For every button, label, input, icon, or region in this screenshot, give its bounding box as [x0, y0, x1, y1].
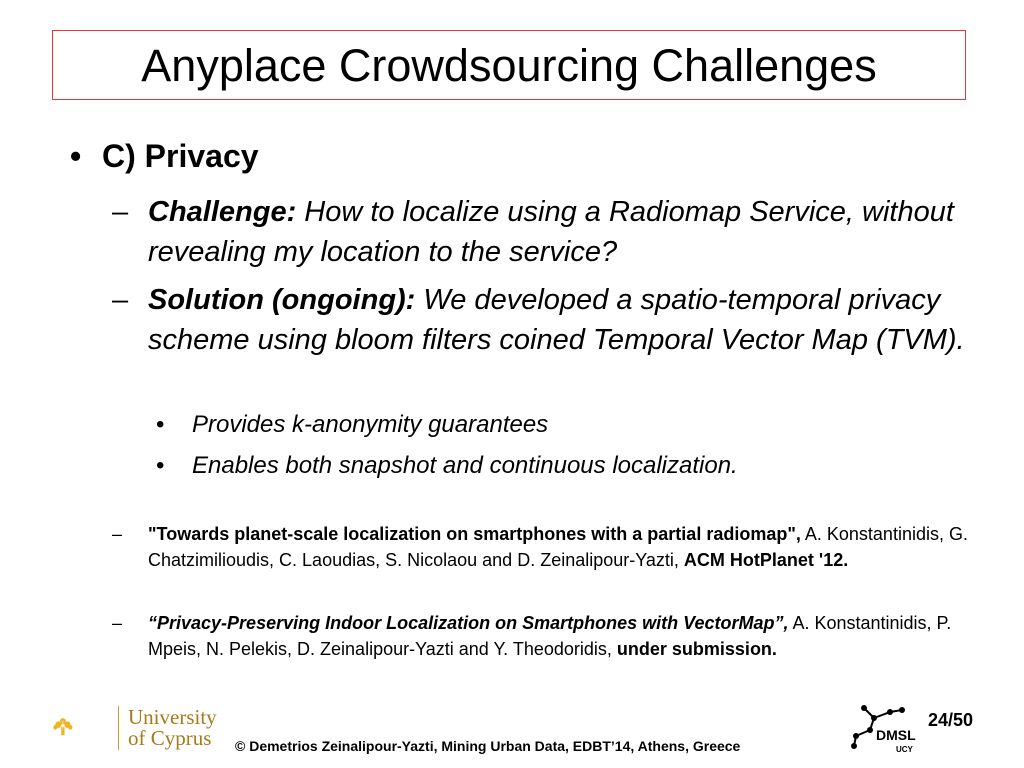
reference-authors: A. Konstantinidis, G. Chatzimilioudis, C. Laoudias, S. Nicolaou and D. Zeinalipour-Yazti, [148, 524, 968, 570]
university-line1: University [128, 705, 217, 729]
bullet: • [156, 452, 165, 479]
reference-item [112, 521, 972, 573]
section-heading-text: C) Privacy [102, 138, 259, 174]
section-heading [70, 136, 259, 176]
dash: – [112, 284, 129, 316]
sub-bullet-text: Enables both snapshot and continuous localization. [192, 452, 738, 479]
slide-title: Anyplace Crowdsourcing Challenges [52, 30, 966, 100]
challenge-item [112, 192, 982, 272]
dash: – [112, 613, 123, 633]
solution-label: Solution (ongoing): [148, 284, 416, 316]
dash: – [112, 196, 129, 228]
challenge-text: How to localize using a Radiomap Service, without revealing my location to the service? [148, 196, 954, 268]
reference-venue: ACM HotPlanet '12. [683, 550, 849, 570]
reference-title: "Towards planet-scale localization on smartphones with a partial radiomap", [148, 524, 801, 544]
dash: – [112, 524, 123, 544]
sub-bullet-item [156, 451, 738, 481]
reference-authors: A. Konstantinidis, P. Mpeis, N. Pelekis, D. Zeinalipour-Yazti and Y. Theodoridis, [148, 613, 952, 659]
challenge-label: Challenge: [148, 196, 297, 228]
university-logo-icon [52, 698, 118, 756]
ucy-label: UCY [896, 745, 913, 754]
bullet: • [156, 411, 165, 438]
bullet: • [70, 138, 82, 174]
dmsl-logo-icon [846, 700, 928, 756]
university-name [128, 707, 217, 749]
logo-separator [118, 706, 119, 750]
solution-text: We developed a spatio-temporal privacy scheme using bloom filters coined Temporal Vector Map (TVM). [148, 284, 965, 356]
sub-bullet-item [156, 410, 548, 440]
reference-title: “Privacy-Preserving Indoor Localization on Smartphones with VectorMap”, [148, 613, 789, 633]
reference-venue: under submission. [616, 639, 777, 659]
sub-bullet-text: Provides k-anonymity guarantees [192, 411, 549, 438]
university-line2: of Cyprus [128, 726, 212, 750]
page-number: 24/50 [928, 710, 974, 730]
dmsl-label: DMSL [876, 727, 916, 743]
footer-copyright: © Demetrios Zeinalipour-Yazti, Mining Urban Data, EDBT’14, Athens, Greece [235, 738, 741, 754]
reference-item [112, 610, 972, 662]
solution-item [112, 280, 982, 360]
